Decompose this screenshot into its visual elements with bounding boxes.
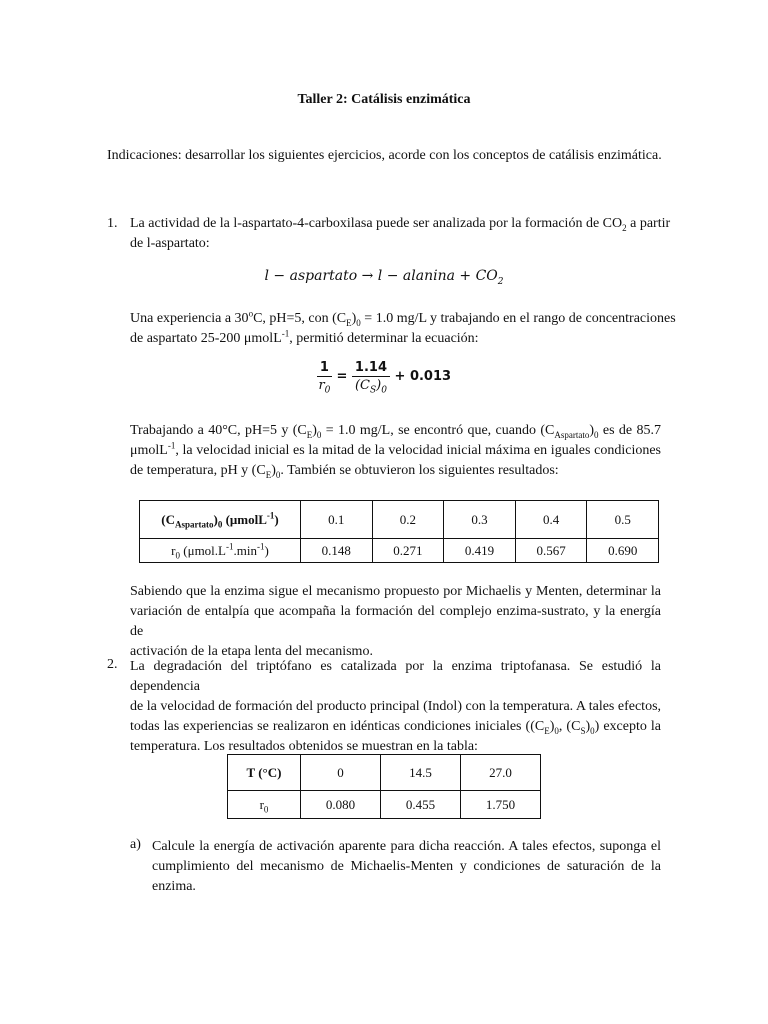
table-cell: 0.455 (381, 791, 461, 819)
table-cell: 0.4 (515, 501, 587, 539)
table-cell: 0.148 (301, 539, 373, 563)
problem-1-para-2-line-1: Una experiencia a 30$^o$C, pH=5, con $(C_E)_0 = 1.0$ mg/L y trabajando en el rango de concentraciones (130, 308, 676, 328)
table-cell: 0.5 (587, 501, 659, 539)
table-cell: 0.271 (372, 539, 444, 563)
subquestion-a-label: a) (130, 837, 141, 852)
table-row (140, 501, 659, 539)
table-cell: 0.690 (587, 539, 659, 563)
problem-1-para-4: Sabiendo que la enzima sigue el mecanismo propuesto por Michaelis y Menten, determinar la variación de entalpía que acompaña la formación del complejo enzima-sustrato, y la energía de activación de la etapa lenta del mecanismo. (130, 584, 661, 659)
problem-2-text: La degradación del triptófano es catalizada por la enzima triptofanasa. Se estudió la dependencia de la velocidad de formación del producto principal (Indol) con la temperatura. A tales efectos, todas las experiencias se realizaron en idénticas condiciones iniciales ($(C_E)_0$, $(C_S)_0$) excepto la temperatura. Los resultados obtenidos se muestran en la tabla: (130, 659, 662, 754)
lineweaver-burk-equation: $\frac{1}{r_0}$ = $\frac{1.14}{(C_S)_0}$ + 0.013 (318, 360, 452, 396)
tryptophan-data-table (227, 754, 541, 819)
problem-1-line-1: La actividad de la l-aspartato-4-carboxilasa puede ser analizada por la formación de $CO_2$ a partir (130, 216, 671, 233)
table-cell: 1.750 (461, 791, 541, 819)
reaction-equation: l − aspartato → l − alanina + $CO_2$ (264, 268, 504, 287)
instructions: Indicaciones: desarrollar los siguientes ejercicios, acorde con los conceptos de catálisis enzimática. (107, 148, 662, 163)
header-cell: $r_0$ (228, 791, 301, 819)
problem-1-para-2-line-2: de aspartato 25-200 μmolL$^{-1}$, permitió determinar la ecuación: (130, 328, 479, 346)
table-cell: 0 (301, 755, 381, 791)
table-cell: 14.5 (381, 755, 461, 791)
problem-1-number: 1. (107, 216, 118, 231)
subquestion-a-text: Calcule la energía de activación aparente para dicha reacción. A tales efectos, suponga el cumplimiento del mecanismo de Michaelis-Menten y condiciones de saturación de la enzima. (152, 839, 661, 894)
table-row (228, 755, 541, 791)
table-cell: 0.419 (444, 539, 516, 563)
header-cell: $(C_{Aspartato})_0$ (μmolL$^{-1}$) (140, 501, 301, 539)
table-cell: 0.567 (515, 539, 587, 563)
table-row (228, 791, 541, 819)
table-cell: 0.2 (372, 501, 444, 539)
table-cell: 0.1 (301, 501, 373, 539)
table-cell: 0.3 (444, 501, 516, 539)
header-cell: $r_0$ $(\mu mol.L^{-1}.\min^{-1})$ (140, 539, 301, 563)
problem-2-number: 2. (107, 657, 118, 672)
problem-1-line-2: de l-aspartato: (130, 236, 210, 251)
problem-1-para-3: Trabajando a 40°C, pH=5 y $(C_E)_0 = 1.0$ mg/L, se encontró que, cuando $(C_{Aspartato})_0$ es de 85.7 μmolL$^{-1}$, la velocidad inicial es la mitad de la velocidad inicial máxima en iguales condiciones de temperatura, pH y $(C_E)_0$. También se obtuvieron los siguientes resultados: (130, 423, 661, 480)
header-cell: T (°C) (228, 755, 301, 791)
table-cell: 0.080 (301, 791, 381, 819)
table-cell: 27.0 (461, 755, 541, 791)
table-row (140, 539, 659, 563)
aspartate-data-table (139, 500, 659, 563)
page-title: Taller 2: Catálisis enzimática (297, 92, 471, 107)
